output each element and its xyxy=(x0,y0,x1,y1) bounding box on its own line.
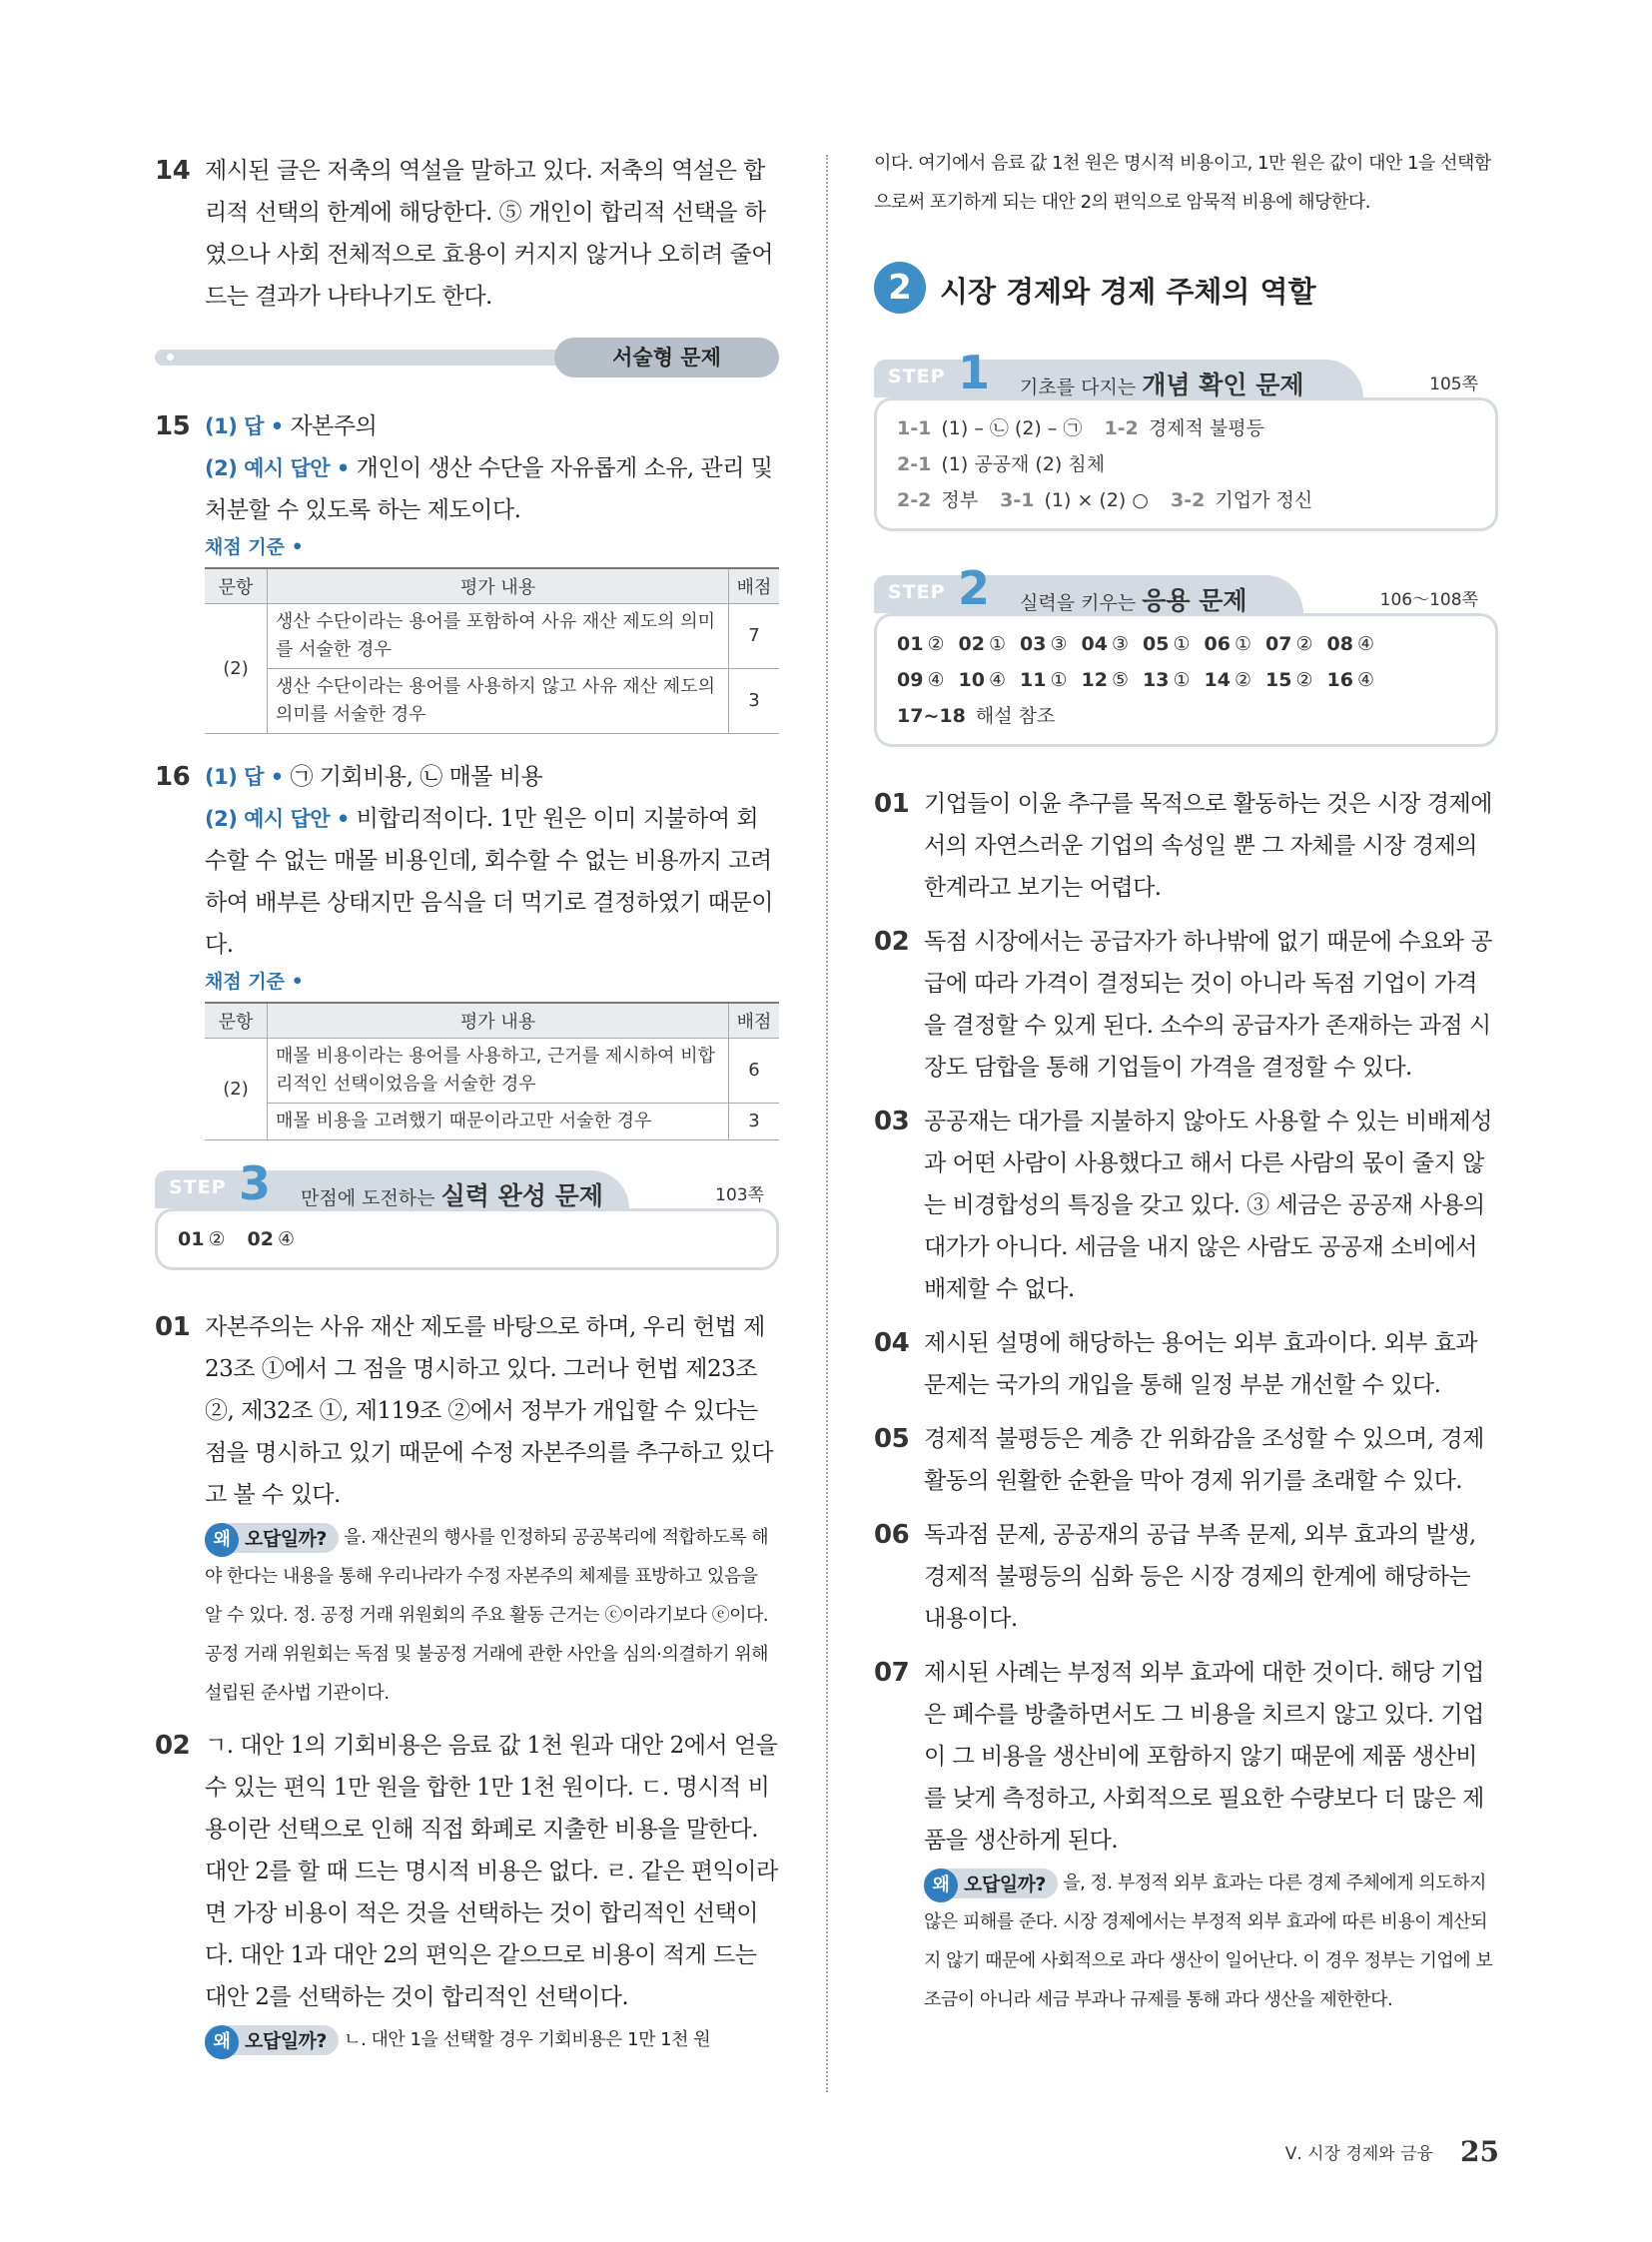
answer-number: 13 xyxy=(1143,669,1170,691)
answer-value: (1) 공공재 (2) 침체 xyxy=(941,453,1106,475)
answer-2 xyxy=(205,447,779,531)
explanation-text: 독과점 문제, 공공재의 공급 부족 문제, 외부 효과의 발생, 경제적 불평등의 심화 등은 시장 경제의 한계에 해당하는 내용이다. xyxy=(924,1522,1476,1632)
answer-item xyxy=(1104,410,1264,446)
answer-item xyxy=(1265,662,1313,698)
question-number: 05 xyxy=(874,1424,910,1454)
answer-number: 1-2 xyxy=(1104,417,1139,439)
scoring-criteria-label: 채점 기준 • xyxy=(205,536,304,558)
step-page-ref: 106～108쪽 xyxy=(1379,590,1478,610)
content-cell: 매몰 비용이라는 용어를 사용하고, 근거를 제시하여 비합리적인 선택이었음을 서술한 경우 xyxy=(268,1039,729,1104)
answer-item xyxy=(1082,626,1130,662)
header-dot xyxy=(167,354,174,361)
answer-item xyxy=(178,1221,226,1257)
answer-1 xyxy=(205,405,779,447)
chapter-title: Ⅴ. 시장 경제와 금융 xyxy=(1284,2144,1433,2164)
explanation-06 xyxy=(874,1514,1498,1640)
answer-item xyxy=(1327,662,1375,698)
why-text: ㄴ. 대안 1을 선택할 경우 기회비용은 1만 1천 원 xyxy=(344,2029,711,2050)
answer-line xyxy=(897,482,1475,518)
step-3-header xyxy=(155,1156,779,1210)
answer-number: 2-1 xyxy=(897,453,932,475)
answer-line xyxy=(897,698,1475,734)
explanation-01 xyxy=(874,783,1498,909)
answer-number: 07 xyxy=(1265,633,1292,655)
answer-line xyxy=(897,410,1475,482)
answer-item xyxy=(1171,482,1312,518)
question-number: 07 xyxy=(874,1658,910,1688)
answer-value: ④ xyxy=(927,669,945,691)
answer-2 xyxy=(205,798,779,966)
step-label: STEP xyxy=(888,366,946,387)
step-description xyxy=(301,1176,603,1212)
answer-value: ③ xyxy=(1111,633,1129,655)
step-1-header xyxy=(874,346,1498,399)
explanation-text: 제시된 사례는 부정적 외부 효과에 대한 것이다. 해당 기업은 폐수를 방출하면서도 그 비용을 치르지 않고 있다. 기업이 그 비용을 생산비에 포함하지 않기 때문에 제품 생산비를 낮게 측정하고, 사회적으로 필요한 수량보다 더 많은 제품을 생산하게 된다. xyxy=(924,1660,1484,1854)
step-number: 3 xyxy=(239,1156,272,1210)
answer-number: 04 xyxy=(1081,633,1108,655)
answer-number: 17~18 xyxy=(897,705,966,727)
why-text: 을. 재산권의 행사를 인정하되 공공복리에 적합하도록 해야 한다는 내용을 통해 우리나라가 수정 자본주의 체제를 표방하고 있음을 알 수 있다. 정. 공정 거래 위원회의 주요 활동 근거는 ⓒ이라기보다 ⓔ이다. 공정 거래 위원회는 독점 및 불공정 거래에 관한 사안을 심의·의결하기 위해 설립된 준사법 기관이다. xyxy=(205,1527,769,1704)
content-cell: 생산 수단이라는 용어를 포함하여 사유 재산 제도의 의미를 서술한 경우 xyxy=(268,604,729,669)
step-number: 2 xyxy=(958,561,991,615)
why-label: 오답일까? xyxy=(964,1873,1046,1895)
answer-number: 1-1 xyxy=(897,417,932,439)
answer-number: 14 xyxy=(1204,669,1231,691)
item-cell: (2) xyxy=(205,1039,268,1140)
content-cell: 매몰 비용을 고려했기 때문이라고만 서술한 경우 xyxy=(268,1104,729,1140)
score-cell: 3 xyxy=(729,1104,780,1140)
answer-item xyxy=(1265,626,1313,662)
question-number: 15 xyxy=(155,411,191,441)
column-divider xyxy=(826,155,828,2092)
answer-item xyxy=(248,1221,296,1257)
why-icon: 왜 xyxy=(924,1868,958,1902)
explanation-text: 경제적 불평등은 계층 간 위화감을 조성할 수 있으며, 경제 활동의 원활한 순환을 막아 경제 위기를 초래할 수 있다. xyxy=(924,1426,1484,1494)
answer-item xyxy=(1020,662,1068,698)
answer-tag: (1) 답 • xyxy=(205,765,284,789)
step-label: STEP xyxy=(169,1176,227,1198)
question-15 xyxy=(155,405,779,531)
answer-text: 비합리적이다. 1만 원은 이미 지불하여 회수할 수 없는 매몰 비용인데, 회수할 수 없는 비용까지 고려하여 배부른 상태지만 음식을 더 먹기로 결정하였기 때문이다. xyxy=(205,806,773,958)
scoring-table xyxy=(205,567,779,734)
answer-value: ② xyxy=(927,633,945,655)
step-desc-prefix: 만점에 도전하는 xyxy=(301,1187,435,1209)
answer-number: 2-2 xyxy=(897,489,932,511)
header-score: 배점 xyxy=(729,568,780,604)
why-wrong-badge xyxy=(205,2025,339,2055)
answer-value: ① xyxy=(1050,669,1068,691)
explanation-text: ㄱ. 대안 1의 기회비용은 음료 값 1천 원과 대안 2에서 얻을 수 있는 편익 1만 원을 합한 1만 1천 원이다. ㄷ. 명시적 비용이란 선택으로 인해 직접 화폐로 지출한 비용을 말한다. 대안 2를 할 때 드는 명시적 비용은 없다. ㄹ. 같은 편익이라면 가장 비용이 적은 것을 선택하는 것이 합리적인 선택이다. 대안 1과 대안 2의 편익은 같으므로 비용이 적게 드는 대안 2를 선택하는 것이 합리적인 선택이다. xyxy=(205,1733,778,2010)
answer-number: 16 xyxy=(1326,669,1353,691)
explanation-04 xyxy=(874,1322,1498,1406)
why-icon: 왜 xyxy=(205,1523,239,1557)
step-desc-prefix: 실력을 키우는 xyxy=(1020,592,1137,614)
answer-value: ② xyxy=(1295,669,1313,691)
question-16 xyxy=(155,756,779,966)
step-desc-title: 응용 문제 xyxy=(1142,586,1247,615)
question-number: 02 xyxy=(155,1731,191,1761)
question-number: 04 xyxy=(874,1328,910,1358)
answer-value: 해설 참조 xyxy=(975,705,1056,727)
answer-value: (1) × (2) ○ xyxy=(1044,489,1149,511)
answer-value: ① xyxy=(1234,633,1251,655)
answer-tag: (2) 예시 답안 • xyxy=(205,807,350,831)
answer-value: ① xyxy=(1173,669,1191,691)
answer-number: 09 xyxy=(897,669,924,691)
answer-text: 개인이 생산 수단을 자유롭게 소유, 관리 및 처분할 수 있도록 하는 제도이다. xyxy=(205,455,773,523)
explanation-text: 자본주의는 사유 재산 제도를 바탕으로 하며, 우리 헌법 제23조 ①에서 그 점을 명시하고 있다. 그러나 헌법 제23조 ②, 제32조 ①, 제119조 ②에서 정부가 개입할 수 있다는 점을 명시하고 있기 때문에 수정 자본주의를 추구하고 있다고 볼 수 있다. xyxy=(205,1314,773,1508)
answer-item xyxy=(1000,482,1149,518)
answer-line xyxy=(897,626,1475,662)
step-label: STEP xyxy=(888,581,946,603)
step-2-answers xyxy=(874,613,1498,747)
answer-number: 08 xyxy=(1326,633,1353,655)
question-number: 16 xyxy=(155,762,191,792)
score-cell: 6 xyxy=(729,1039,780,1104)
explanation-01 xyxy=(155,1306,779,1713)
answer-item xyxy=(897,662,945,698)
answer-value: 정부 xyxy=(941,489,979,511)
explanation-text: 공공재는 대가를 지불하지 않아도 사용할 수 있는 비배제성과 어떤 사람이 사용했다고 해서 다른 사람의 몫이 줄지 않는 비경합성의 특징을 갖고 있다. ③ 세금은 공공재 사용의 대가가 아니다. 세금을 내지 않은 사람도 공공재 소비에서 배제할 수 없다. xyxy=(924,1109,1492,1302)
step-2-header xyxy=(874,561,1498,615)
header-content: 평가 내용 xyxy=(268,1003,729,1039)
why-wrong-note xyxy=(924,1864,1498,2019)
answer-number: 11 xyxy=(1020,669,1047,691)
section-2-header xyxy=(874,262,1498,322)
answer-value: ③ xyxy=(1050,633,1068,655)
answer-value: ② xyxy=(1295,633,1313,655)
answer-item xyxy=(1205,662,1252,698)
scoring-table xyxy=(205,1002,779,1140)
answer-item xyxy=(1082,662,1130,698)
header-item: 문항 xyxy=(205,1003,268,1039)
explanation-02 xyxy=(874,921,1498,1089)
answer-number: 05 xyxy=(1143,633,1170,655)
score-cell: 3 xyxy=(729,669,780,734)
explanation-07 xyxy=(874,1652,1498,2019)
question-number: 14 xyxy=(155,156,191,186)
answer-tag: (1) 답 • xyxy=(205,414,284,438)
answer-value: ② xyxy=(1234,669,1251,691)
answer-value: ① xyxy=(988,633,1006,655)
step-description xyxy=(1020,366,1304,401)
explanation-03 xyxy=(874,1101,1498,1310)
answer-number: 3-2 xyxy=(1171,489,1206,511)
answer-item xyxy=(897,482,978,518)
header-content: 평가 내용 xyxy=(268,568,729,604)
answer-1 xyxy=(205,756,779,798)
step-1-answers xyxy=(874,397,1498,531)
why-label: 오답일까? xyxy=(245,1528,327,1550)
answer-value: ① xyxy=(1173,633,1191,655)
essay-header-label: 서술형 문제 xyxy=(554,338,779,377)
explanation-text: 제시된 설명에 해당하는 용어는 외부 효과이다. 외부 효과 문제는 국가의 개입을 통해 일정 부분 개선할 수 있다. xyxy=(924,1330,1478,1398)
answer-item xyxy=(1020,626,1068,662)
answer-item xyxy=(897,626,945,662)
answer-number: 02 xyxy=(247,1228,274,1250)
answer-value: 경제적 불평등 xyxy=(1148,417,1264,439)
why-wrong-note xyxy=(205,1518,779,1713)
explanation-text: 기업들이 이윤 추구를 목적으로 활동하는 것은 시장 경제에서의 자연스러운 기업의 속성일 뿐 그 자체를 시장 경제의 한계라고 보기는 어렵다. xyxy=(924,791,1492,901)
answer-number: 15 xyxy=(1265,669,1292,691)
page-footer xyxy=(1285,2135,1499,2168)
scoring-criteria-label: 채점 기준 • xyxy=(205,971,304,993)
question-text: 제시된 글은 저축의 역설을 말하고 있다. 저축의 역설은 합리적 선택의 한계에 해당한다. ⑤ 개인이 합리적 선택을 하였으나 사회 전체적으로 효용이 커지지 않거나 오히려 줄어드는 결과가 나타나기도 한다. xyxy=(205,158,773,310)
answer-value: (1) – ㉡ (2) – ㉠ xyxy=(941,417,1083,439)
answer-value: 기업가 정신 xyxy=(1215,489,1313,511)
continued-text: 이다. 여기에서 음료 값 1천 원은 명시적 비용이고, 1만 원은 값이 대안 1을 선택함으로써 포기하게 되는 대안 2의 편익으로 암묵적 비용에 해당한다. xyxy=(874,153,1491,213)
section-number: 2 xyxy=(874,262,926,314)
answer-value: ④ xyxy=(1356,669,1374,691)
answer-number: 06 xyxy=(1204,633,1231,655)
question-number: 06 xyxy=(874,1520,910,1550)
step-3-answers xyxy=(155,1208,779,1270)
essay-section-header xyxy=(155,338,779,377)
question-number: 03 xyxy=(874,1107,910,1136)
answer-item xyxy=(959,662,1007,698)
answer-number: 02 xyxy=(958,633,985,655)
answer-text: ㉠ 기회비용, ㉡ 매몰 비용 xyxy=(290,764,543,790)
answer-item xyxy=(1143,626,1191,662)
answer-line xyxy=(897,662,1475,698)
answer-value: ② xyxy=(208,1228,226,1250)
explanation-02 xyxy=(155,1725,779,2059)
answer-number: 01 xyxy=(178,1228,205,1250)
answer-text: 자본주의 xyxy=(290,413,378,439)
content-cell: 생산 수단이라는 용어를 사용하지 않고 사유 재산 제도의 의미를 서술한 경우 xyxy=(268,669,729,734)
step-page-ref: 103쪽 xyxy=(715,1185,764,1205)
why-wrong-badge xyxy=(924,1868,1058,1898)
question-number: 01 xyxy=(874,789,910,819)
step-desc-title: 개념 확인 문제 xyxy=(1142,371,1304,399)
answer-number: 12 xyxy=(1081,669,1108,691)
explanation-text: 독점 시장에서는 공급자가 하나밖에 없기 때문에 수요와 공급에 따라 가격이 결정되는 것이 아니라 독점 기업이 가격을 결정할 수 있게 된다. 소수의 공급자가 존재하는 과점 시장도 담합을 통해 기업들이 가격을 결정할 수 있다. xyxy=(924,929,1492,1081)
answer-tag: (2) 예시 답안 • xyxy=(205,456,350,480)
answer-value: ④ xyxy=(1356,633,1374,655)
answer-item xyxy=(1327,626,1375,662)
answer-item xyxy=(897,446,1105,482)
question-number: 01 xyxy=(155,1312,191,1342)
answer-number: 03 xyxy=(1020,633,1047,655)
answer-item xyxy=(959,626,1007,662)
left-column xyxy=(155,150,779,2071)
step-desc-prefix: 기초를 다지는 xyxy=(1020,376,1137,398)
section-title: 시장 경제와 경제 주체의 역할 xyxy=(940,275,1316,309)
question-number: 02 xyxy=(874,927,910,957)
answer-value: ④ xyxy=(988,669,1006,691)
why-label: 오답일까? xyxy=(245,2030,327,2052)
answer-item xyxy=(1205,626,1252,662)
answer-value: ④ xyxy=(278,1228,296,1250)
why-wrong-note xyxy=(205,2020,779,2059)
why-wrong-badge xyxy=(205,1523,339,1553)
answer-number: 01 xyxy=(897,633,924,655)
step-page-ref: 105쪽 xyxy=(1429,374,1478,394)
answer-item xyxy=(1143,662,1191,698)
item-cell: (2) xyxy=(205,604,268,734)
question-14 xyxy=(155,150,779,318)
page-number: 25 xyxy=(1460,2135,1499,2168)
step-desc-title: 실력 완성 문제 xyxy=(440,1181,603,1210)
answer-number: 10 xyxy=(958,669,985,691)
answer-number: 3-1 xyxy=(1000,489,1035,511)
step-number: 1 xyxy=(958,346,991,399)
header-item: 문항 xyxy=(205,568,268,604)
step-description xyxy=(1020,581,1247,617)
score-cell: 7 xyxy=(729,604,780,669)
right-column xyxy=(874,150,1498,2031)
why-text: 을, 정. 부정적 외부 효과는 다른 경제 주체에게 의도하지 않은 피해를 준다. 시장 경제에서는 부정적 외부 효과에 따른 비용이 계산되지 않기 때문에 사회적으로 과다 생산이 일어난다. 이 경우 정부는 기업에 보조금이 아니라 세금 부과나 규제를 통해 과다 생산을 제한한다. xyxy=(924,1872,1493,2010)
why-icon: 왜 xyxy=(205,2025,239,2059)
answer-value: ⑤ xyxy=(1111,669,1129,691)
explanation-05 xyxy=(874,1418,1498,1502)
answer-item xyxy=(897,410,1082,446)
header-score: 배점 xyxy=(729,1003,780,1039)
